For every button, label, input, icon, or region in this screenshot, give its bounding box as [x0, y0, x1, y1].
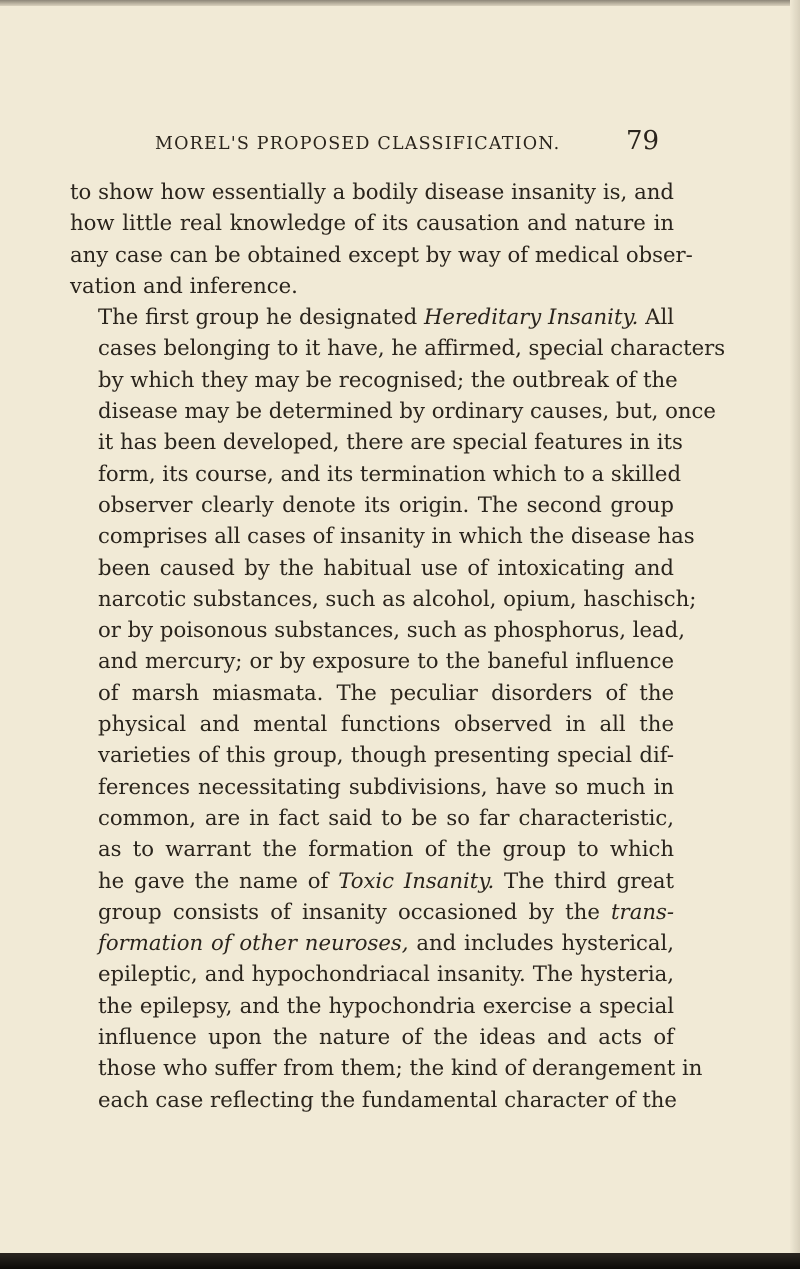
text-line: those who suffer from them; the kind of derangement in: [98, 1055, 703, 1081]
text-line: [70, 301, 674, 332]
text-line: to show how essentially a bodily disease insanity is, and: [70, 179, 674, 204]
text-line: how little real knowledge of its causation and nature in: [70, 210, 674, 236]
text-run: he gave the name of: [98, 867, 339, 893]
italic-term-other-neuroses: formation of other neuroses,: [98, 930, 409, 956]
text-line: by which they may be recognised; the outbreak of the: [98, 366, 678, 392]
text-run: The third great: [494, 867, 675, 893]
text-line: the epilepsy, and the hypochondria exercise a special: [98, 992, 674, 1018]
text-line: ferences necessitating subdivisions, have so much in: [98, 773, 674, 799]
text-run: group consists of insanity occasioned by the: [98, 898, 612, 924]
running-head: [0, 126, 800, 166]
page-top-edge: [0, 0, 800, 6]
text-line: as to warrant the formation of the group to which: [98, 836, 674, 862]
text-line: of marsh miasmata. The peculiar disorders of the: [98, 679, 674, 705]
text-line: observer clearly denote its origin. The second group: [98, 491, 674, 517]
text-line: disease may be determined by ordinary causes, but, once: [98, 398, 716, 424]
text-line: [70, 896, 674, 927]
text-line: [70, 927, 674, 958]
text-line: comprises all cases of insanity in which the disease has: [98, 523, 695, 549]
text-line: cases belonging to it have, he affirmed, special characters: [98, 335, 726, 361]
paragraph-2: [70, 301, 726, 1115]
page-number: 79: [626, 126, 660, 156]
italic-term-transformation: trans-: [611, 898, 674, 924]
text-line: epileptic, and hypochondriacal insanity. The hysteria,: [98, 961, 674, 987]
text-line: form, its course, and its termination which to a skilled: [98, 460, 682, 486]
text-run: and includes hysterical,: [408, 930, 675, 956]
text-line: [70, 865, 674, 896]
text-line: or by poisonous substances, such as phosphorus, lead,: [98, 617, 685, 643]
italic-term-hereditary-insanity: Hereditary Insanity.: [423, 304, 639, 330]
text-line: been caused by the habitual use of intoxicating and: [98, 554, 674, 580]
text-line: physical and mental functions observed in all the: [98, 711, 674, 737]
text-run: All: [638, 304, 674, 330]
page-bottom-edge: [0, 1253, 800, 1269]
text-line: common, are in fact said to be so far characteristic,: [98, 804, 674, 830]
text-line: influence upon the nature of the ideas and acts of: [98, 1024, 674, 1050]
text-run: The first group he designated: [98, 304, 424, 330]
italic-term-toxic-insanity: Toxic Insanity.: [338, 867, 495, 893]
running-head-title: MOREL'S PROPOSED CLASSIFICATION.: [155, 134, 561, 154]
text-line: each case reflecting the fundamental character of the: [98, 1086, 677, 1112]
text-line: it has been developed, there are special features in its: [98, 429, 683, 455]
text-line: varieties of this group, though presenting special dif-: [98, 742, 674, 768]
paragraph-1: [70, 176, 693, 301]
text-line: any case can be obtained except by way of medical obser-: [70, 241, 693, 267]
text-line: and mercury; or by exposure to the baneful influence: [98, 648, 674, 674]
page-right-edge: [790, 0, 800, 1269]
body-text: [70, 176, 726, 1115]
text-line: narcotic substances, such as alcohol, opium, haschisch;: [98, 585, 697, 611]
text-line: vation and inference.: [70, 272, 298, 298]
